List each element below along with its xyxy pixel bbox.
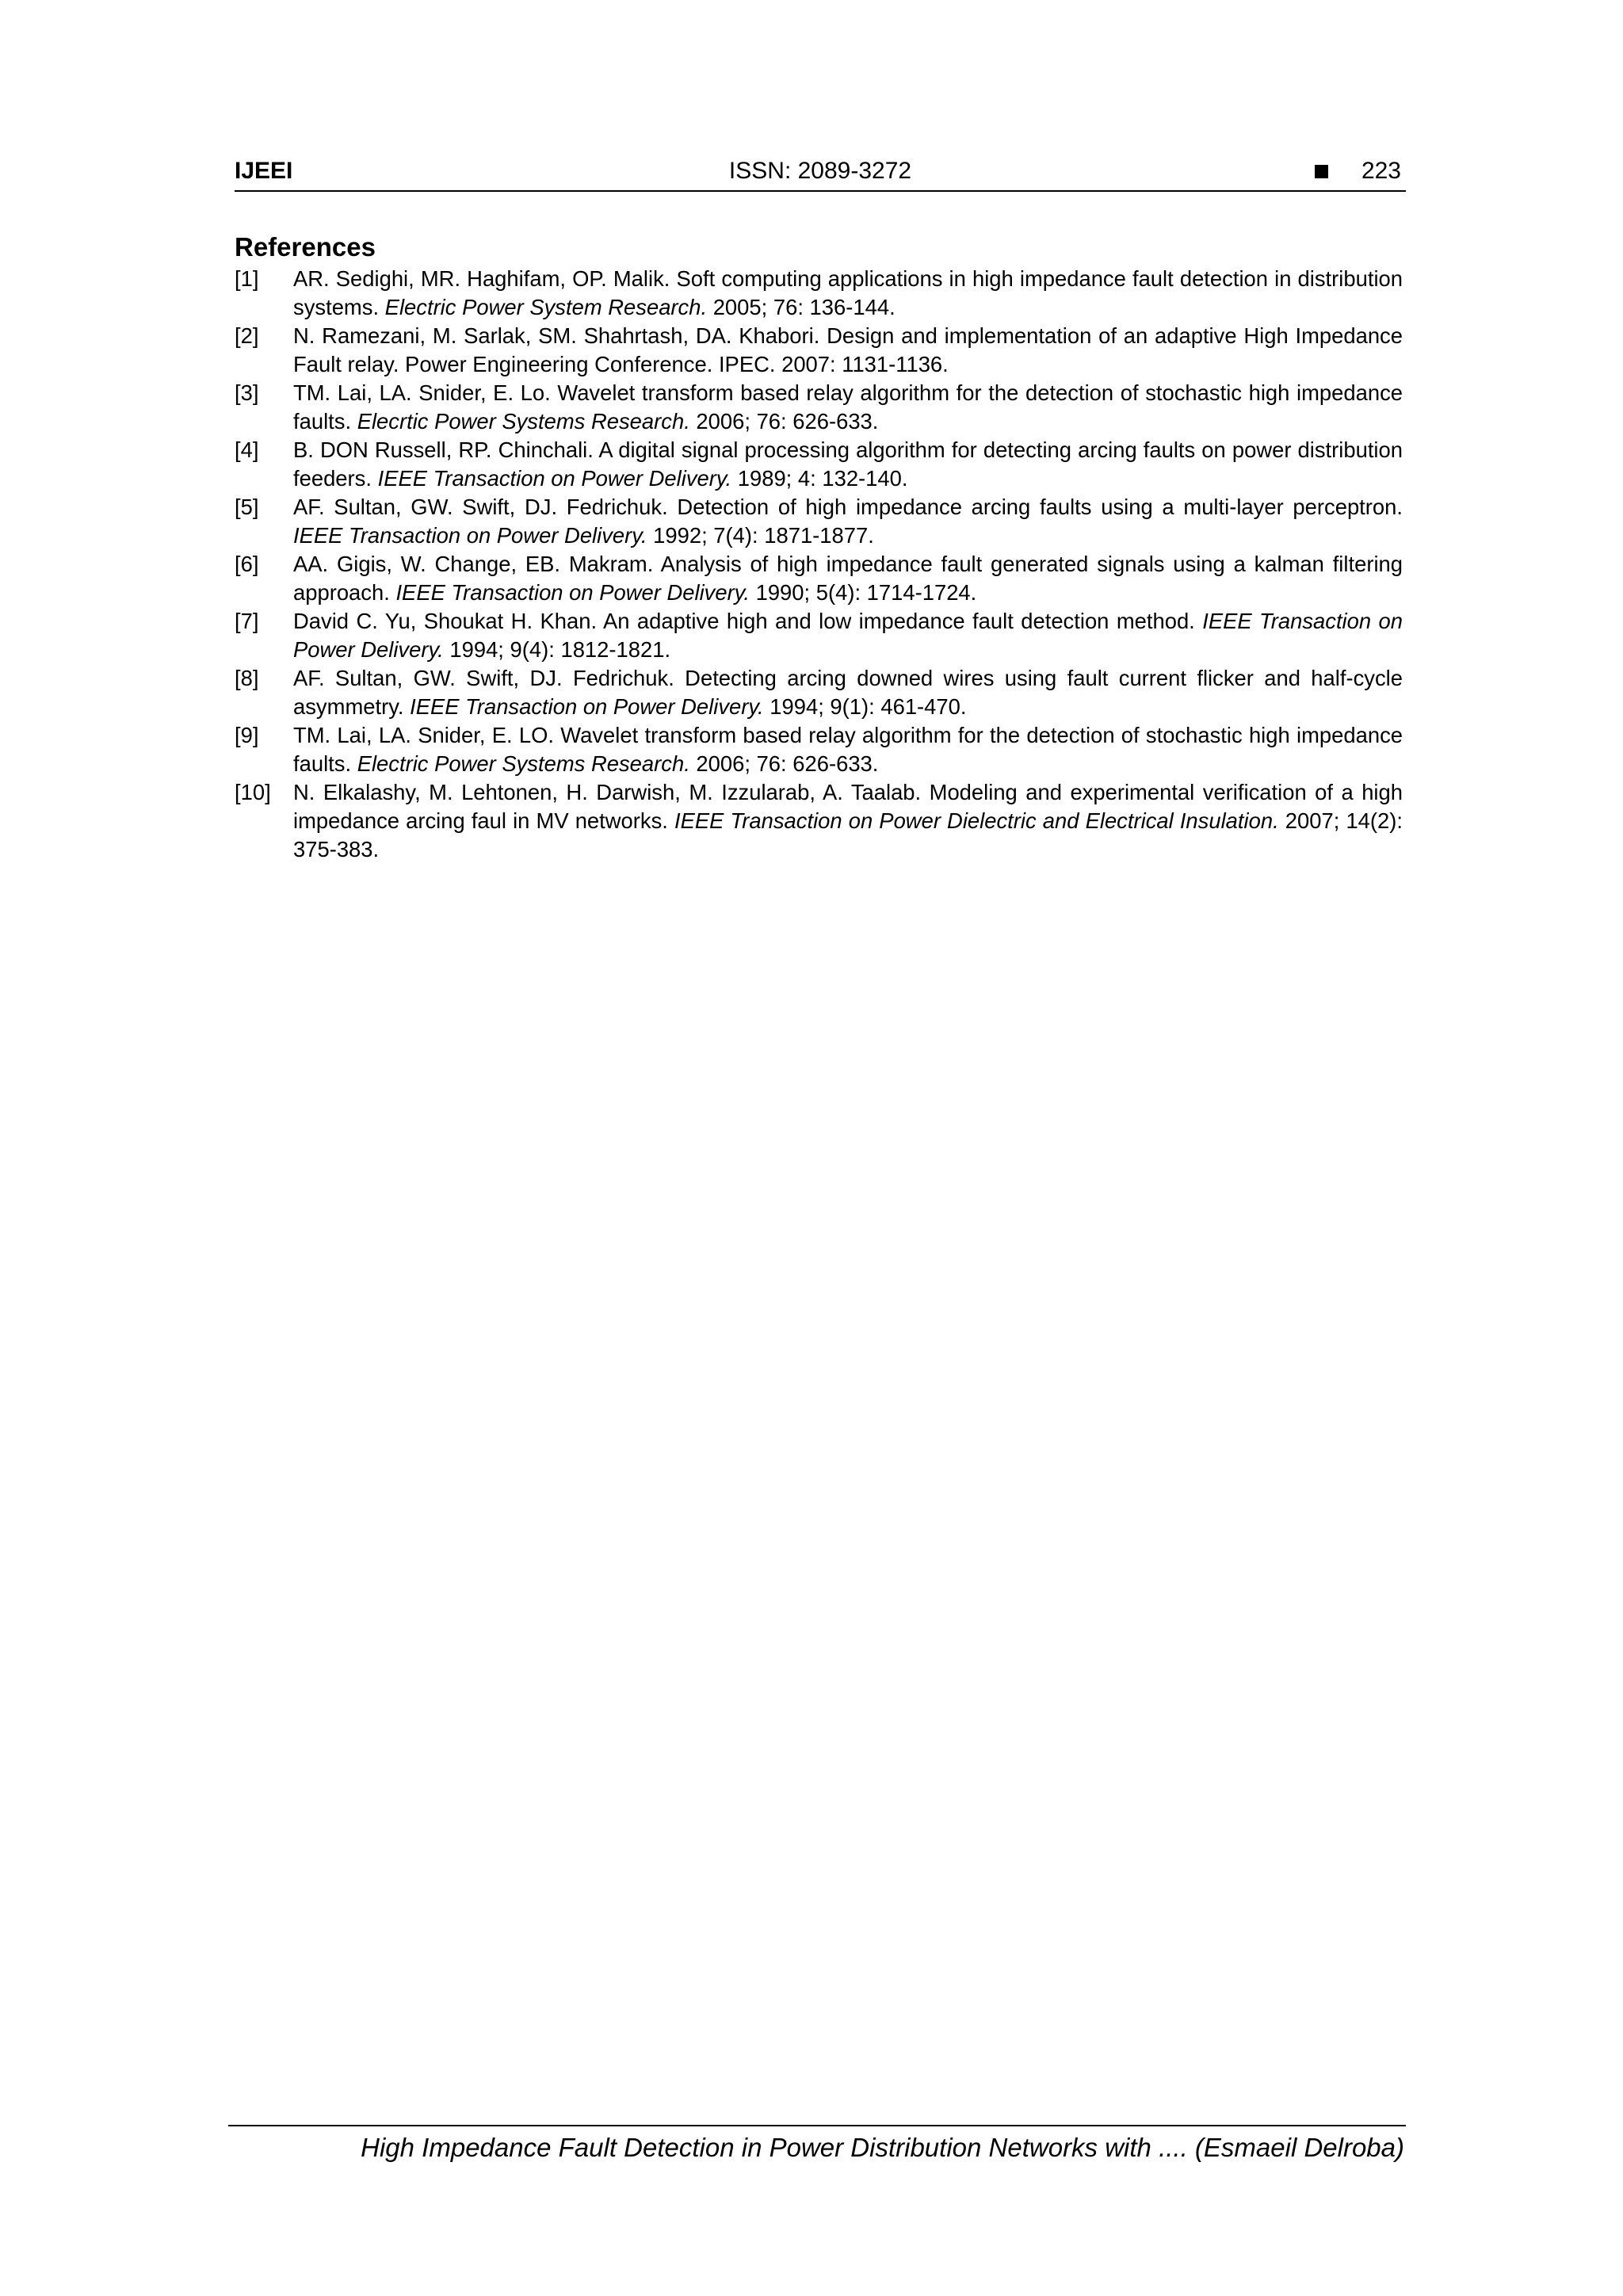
reference-number: [1] <box>235 266 259 291</box>
reference-journal: Electric Power Systems Research. <box>357 751 690 776</box>
reference-journal: Electric Power System Research. <box>384 295 708 319</box>
reference-number: [5] <box>235 495 259 519</box>
reference-text <box>293 607 1403 664</box>
reference-authors-title: AR. Sedighi, MR. Haghifam, OP. Malik. Soft computing applications in high impedance fault detection in distribution systems. <box>293 266 1403 319</box>
reference-item-4 <box>235 436 1403 493</box>
reference-text <box>293 379 1403 436</box>
reference-authors-title: David C. Yu, Shoukat H. Khan. An adaptive high and low impedance fault detection method. <box>293 609 1203 633</box>
reference-details: 1994; 9(1): 461-470. <box>763 694 967 719</box>
reference-item-9 <box>235 721 1403 778</box>
reference-details: 2005; 76: 136-144. <box>707 295 896 319</box>
references-heading: References <box>235 232 376 262</box>
reference-number: [4] <box>235 437 259 462</box>
reference-number: [3] <box>235 380 259 405</box>
journal-name: IJEEI <box>235 158 293 184</box>
page-header <box>235 155 1406 192</box>
reference-authors-title: AA. Gigis, W. Change, EB. Makram. Analysis of high impedance fault generated signals using a kalman filtering approach. <box>293 552 1403 605</box>
references-list <box>235 265 1403 864</box>
reference-authors-title: B. DON Russell, RP. Chinchali. A digital signal processing algorithm for detecting arcing faults on power distribution feeders. <box>293 437 1403 491</box>
reference-text <box>293 778 1403 864</box>
reference-journal: Elecrtic Power Systems Research. <box>357 409 690 434</box>
reference-journal: IEEE Transaction on Power Delivery. <box>293 609 1403 662</box>
reference-authors-title: AF. Sultan, GW. Swift, DJ. Fedrichuk. Detection of high impedance arcing faults using a multi-layer perceptron. <box>293 495 1403 519</box>
reference-text <box>293 550 1403 607</box>
reference-details: 2007; 14(2): 375-383. <box>293 808 1403 861</box>
reference-journal: IEEE Transaction on Power Delivery. <box>377 466 732 491</box>
reference-details: 1992; 7(4): 1871-1877. <box>647 523 874 548</box>
reference-journal: IEEE Transaction on Power Delivery. <box>395 580 750 605</box>
reference-journal: IEEE Transaction on Power Delivery. <box>293 523 647 548</box>
reference-text <box>293 265 1403 322</box>
reference-authors-title: TM. Lai, LA. Snider, E. Lo. Wavelet transform based relay algorithm for the detection of stochastic high impedance faults. <box>293 380 1403 434</box>
footer-running-title: High Impedance Fault Detection in Power Distribution Networks with .... (Esmaeil Delroba) <box>361 2133 1404 2162</box>
issn-label: ISSN: 2089-3272 <box>728 158 912 184</box>
footer-divider <box>228 2125 1406 2126</box>
reference-text <box>293 322 1403 379</box>
reference-number: [9] <box>235 723 259 747</box>
reference-item-7 <box>235 607 1403 664</box>
reference-number: [10] <box>235 780 271 804</box>
reference-details: 2006; 76: 626-633. <box>689 409 879 434</box>
reference-journal: IEEE Transaction on Power Dielectric and Electrical Insulation. <box>674 808 1279 833</box>
reference-details: 1989; 4: 132-140. <box>731 466 908 491</box>
reference-authors-title: TM. Lai, LA. Snider, E. LO. Wavelet transform based relay algorithm for the detection of stochastic high impedance faults. <box>293 723 1403 776</box>
reference-item-8 <box>235 664 1403 721</box>
reference-item-10 <box>235 778 1403 864</box>
reference-authors-title: N. Elkalashy, M. Lehtonen, H. Darwish, M. Izzularab, A. Taalab. Modeling and experimental verification of a high impedance arcing faul in MV networks. <box>293 780 1403 833</box>
black-square-icon <box>1315 165 1328 178</box>
reference-authors-title: AF. Sultan, GW. Swift, DJ. Fedrichuk. Detecting arcing downed wires using fault current flicker and half-cycle asymmetry. <box>293 666 1403 719</box>
reference-text <box>293 664 1403 721</box>
reference-item-1 <box>235 265 1403 322</box>
reference-number: [8] <box>235 666 259 690</box>
reference-number: [2] <box>235 323 259 348</box>
reference-item-5 <box>235 493 1403 550</box>
reference-number: [6] <box>235 552 259 576</box>
reference-number: [7] <box>235 609 259 633</box>
reference-authors-title: N. Ramezani, M. Sarlak, SM. Shahrtash, DA. Khabori. Design and implementation of an adaptive High Impedance Fault relay. Power Engineering Conference. IPEC. 2007: 1131-1136. <box>293 323 1403 376</box>
reference-item-2 <box>235 322 1403 379</box>
reference-details: 1990; 5(4): 1714-1724. <box>749 580 977 605</box>
page-number: 223 <box>1361 158 1401 184</box>
reference-text <box>293 721 1403 778</box>
reference-text <box>293 493 1403 550</box>
reference-text <box>293 436 1403 493</box>
reference-item-3 <box>235 379 1403 436</box>
reference-details: 1994; 9(4): 1812-1821. <box>443 637 671 662</box>
reference-details: 2006; 76: 626-633. <box>689 751 879 776</box>
reference-item-6 <box>235 550 1403 607</box>
reference-journal: IEEE Transaction on Power Delivery. <box>410 694 764 719</box>
